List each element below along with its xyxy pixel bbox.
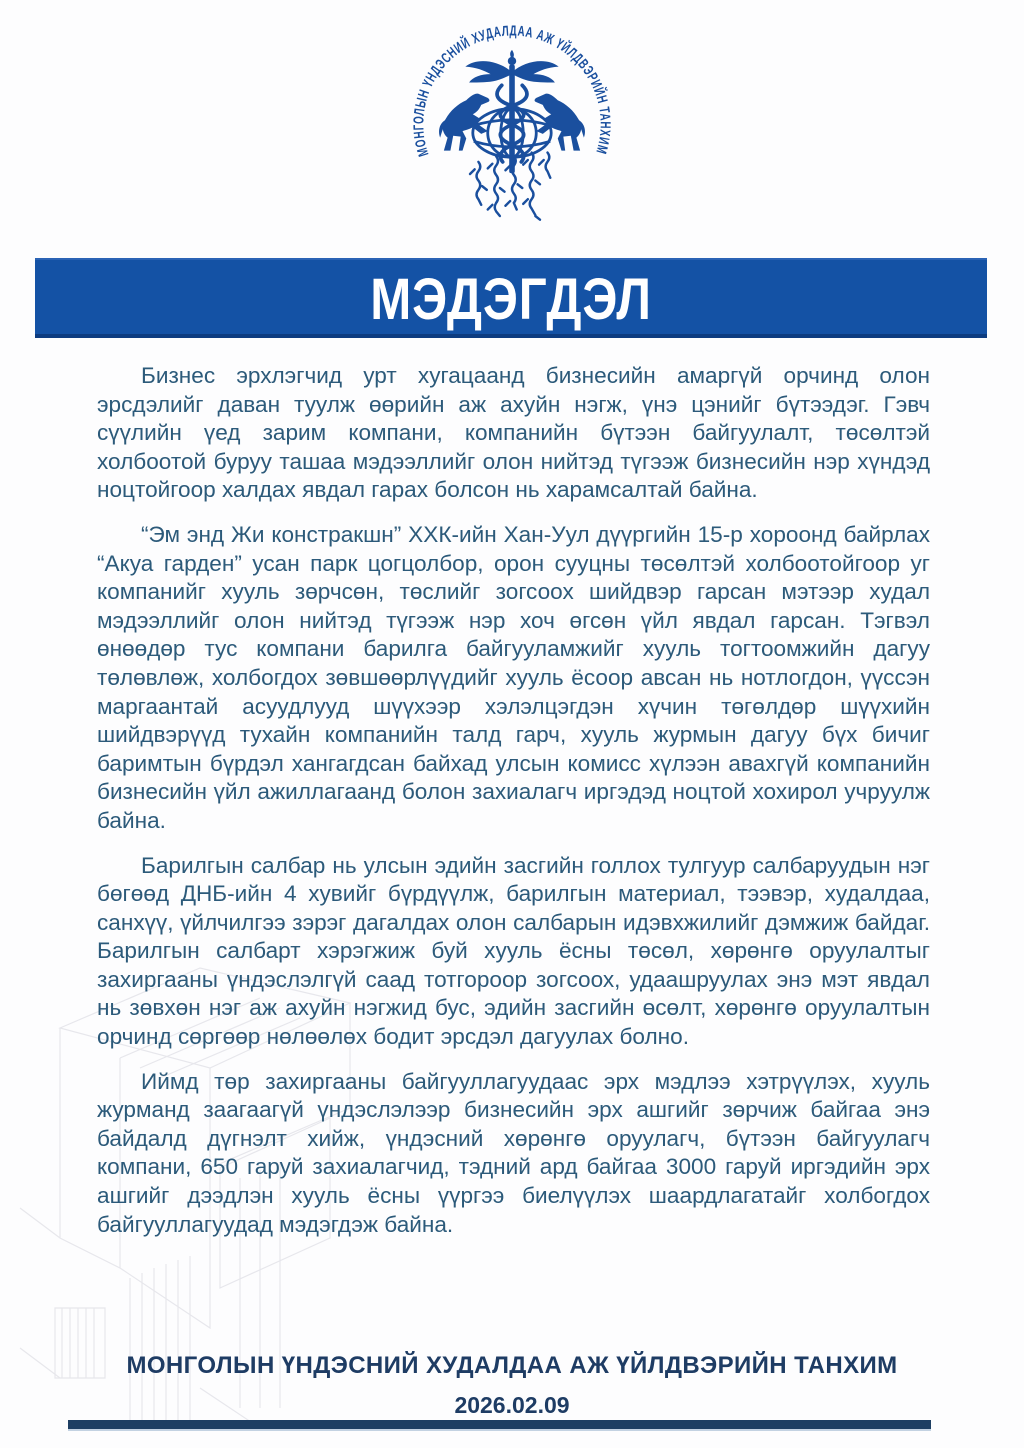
paragraph-1: Бизнес эрхлэгчид урт хугацаанд бизнесийн амаргүй орчинд олон эрсдэлийг даван туулж өөрийн аж ахуйн нэгж, үнэ цэнийг бүтээдэг. Гэвч сүүлийн үед зарим компани, компанийн бүтээн байгуулалт, төсөлтэй холбоотой буруу ташаа мэдээллийг олон нийтэд түгээж бизнесийн нэр хүндэд ноцтойгоор халдах явдал гарах болсон нь харамсалтай байна. bbox=[97, 363, 930, 503]
document-date: 2026.02.09 bbox=[454, 1392, 570, 1418]
page-title: МЭДЭГДЭЛ bbox=[370, 265, 652, 331]
chamber-emblem bbox=[400, 10, 624, 254]
emblem-arc-text: МОНГОЛЫН ҮНДЭСНИЙ ХУДАЛДАА АЖ ҮЙЛДВЭРИЙН ТАНХИМ bbox=[411, 23, 613, 160]
footer-divider-bar bbox=[68, 1420, 931, 1431]
caduceus-icon bbox=[465, 50, 558, 173]
title-banner bbox=[35, 258, 987, 338]
paragraph-3: Барилгын салбар нь улсын эдийн засгийн голлох тулгуур салбаруудын нэг бөгөөд ДНБ-ийн 4 хувийг бүрдүүлж, барилгын материал, тээвэр, худалдаа, санхүү, үйлчилгээ зэрэг дагалдах олон салбарын идэвхжилийг дэмжиж байдаг. Барилгын салбарт хэрэгжиж буй хууль ёсны төсөл, хөрөнгө оруулалтыг захиргааны үндэслэлгүй саад тотгороор зогсоох, удаашруулах энэ мэт явдал нь зөвхөн нэг аж ахуйн нэгжид бус, эдийн засгийн өсөлт, хөрөнгө оруулалтын орчинд сөргөөр нөлөөлөх бодит эрсдэл дагуулах болно. bbox=[97, 852, 930, 1050]
paragraph-4: Иймд төр захиргааны байгууллагуудаас эрх мэдлээ хэтрүүлэх, хууль журманд заагаагүй үндэслэлээр бизнесийн эрх ашгийг зөрчиж байгаа энэ байдалд дүгнэлт хийж, үндэсний хөрөнгө оруулагч, бүтээн байгуулагч компани, 650 гаруй захиалагчид, тэдний ард байгаа 3000 гаруй иргэдийн эрх ашгийг дээдлэн хууль ёсны үүргээ биелүүлэх шаардлагатайг холбогдох байгууллагуудад мэдэгдэж байна. bbox=[97, 1068, 930, 1237]
organization-name: МОНГОЛЫН ҮНДЭСНИЙ ХУДАЛДАА АЖ ҮЙЛДВЭРИЙН ТАНХИМ bbox=[126, 1352, 898, 1379]
announcement-body bbox=[97, 362, 930, 1255]
paragraph-2: “Эм энд Жи констракшн” ХХК-ийн Хан-Уул дүүргийн 15-р хороонд байрлах “Акуа гарден” усан парк цогцолбор, орон сууцны төсөлтэй холбоотойгоор уг компанийг хууль зөрчсөн, төслийг зогсоох шийдвэр гарсан мэтээр худал мэдээллийг олон нийтэд түгээж нэр хоч өгсөн үйл явдал гарсан. Тэгвэл өнөөдөр тус компани барилга байгууламжийг хууль тогтоомжийн дагуу төлөвлөж, холбогдох зөвшөөрлүүдийг хууль ёсоор авсан нь нотлогдон, үүссэн маргаантай асуудлууд шүүхээр хэлэлцэгдэн хүчин төгөлдөр шүүхийн шийдвэрүүд тухайн компанийн талд гарч, хууль журмын дагуу бүх бичиг баримтын бүрдэл хангагдсан байхад улсын комисс хүлээн авахгүй компанийн бизнесийн үйл ажиллагаанд болон захиалагч иргэдэд ноцтой хохирол учруулж байна. bbox=[97, 521, 930, 833]
